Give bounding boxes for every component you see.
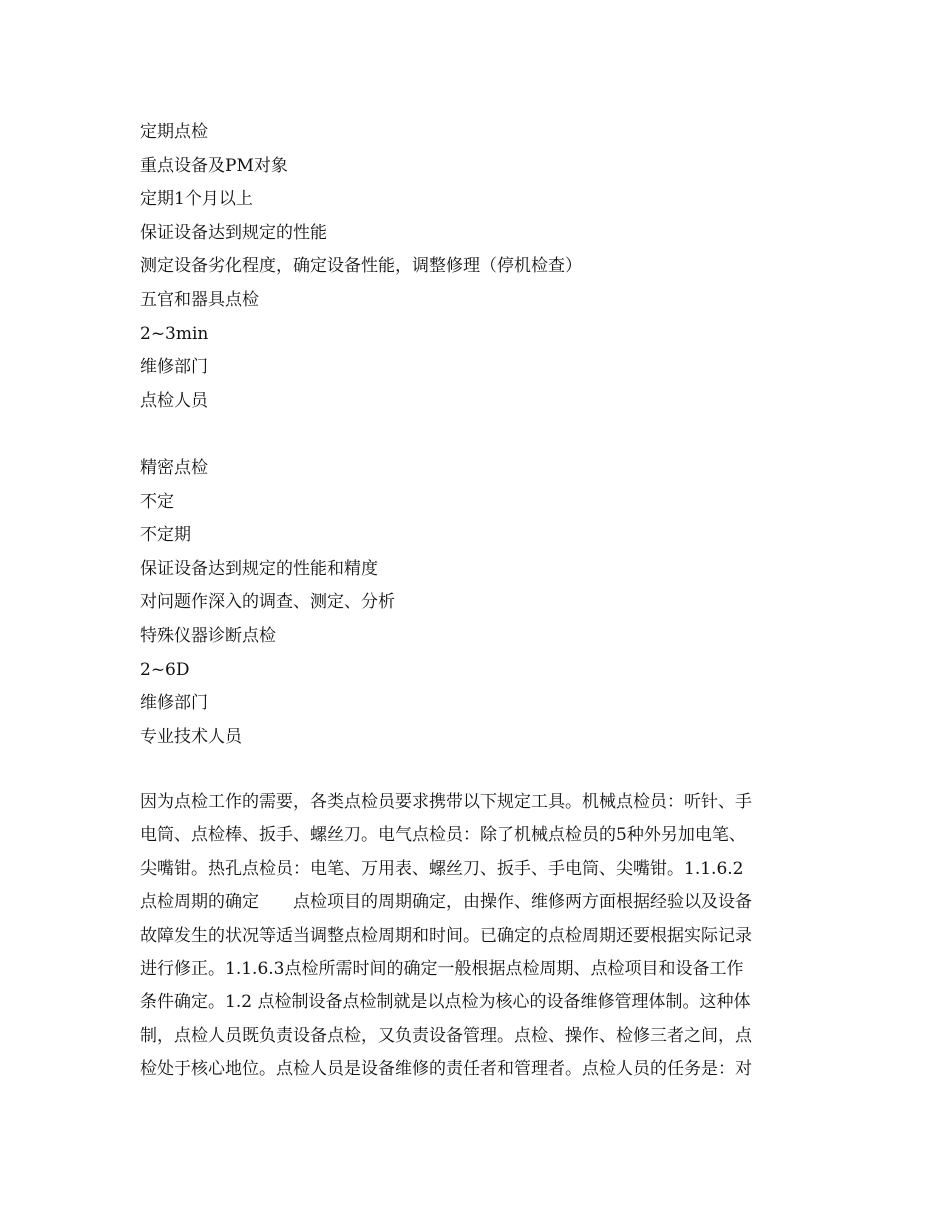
list-item: 定期1个月以上 [140, 189, 253, 210]
list-item: 不定期 [140, 525, 191, 546]
list-item: 对问题作深入的调查、测定、分析 [140, 592, 395, 613]
list-item: 测定设备劣化程度，确定设备性能，调整修理（停机检查） [140, 256, 582, 277]
list-item: 保证设备达到规定的性能 [140, 222, 327, 243]
list-item: 重点设备及PM对象 [140, 155, 288, 176]
list-item: 特殊仪器诊断点检 [140, 625, 276, 646]
list-item: 精密点检 [140, 458, 208, 478]
regular-inspection-list [140, 116, 820, 418]
paragraph-line: 因为点检工作的需要，各类点检员要求携带以下规定工具。机械点检员：听针、手 [140, 792, 752, 812]
body-paragraph [140, 786, 816, 1087]
list-item: 点检人员 [140, 390, 208, 411]
precision-inspection-list [140, 452, 820, 754]
list-item: 2~6D [140, 659, 190, 680]
paragraph-line: 点检周期的确定 点检项目的周期确定，由操作、维修两方面根据经验以及设备 [140, 892, 752, 913]
list-item: 专业技术人员 [140, 726, 242, 747]
list-item: 五官和器具点检 [140, 289, 259, 310]
list-item: 保证设备达到规定的性能和精度 [140, 558, 378, 579]
paragraph-line: 制，点检人员既负责设备点检，又负责设备管理。点检、操作、检修三者之间，点 [140, 1025, 752, 1046]
paragraph-line: 故障发生的状况等适当调整点检周期和时间。已确定的点检周期还要根据实际记录 [140, 925, 752, 946]
paragraph-line: 电筒、点检棒、扳手、螺丝刀。电气点检员：除了机械点检员的5种外另加电笔、 [140, 825, 746, 846]
paragraph-line: 条件确定。1.2 点检制设备点检制就是以点检为核心的设备维修管理体制。这种体 [140, 992, 751, 1013]
list-item: 不定 [140, 491, 174, 512]
paragraph-line: 检处于核心地位。点检人员是设备维修的责任者和管理者。点检人员的任务是：对 [140, 1059, 752, 1080]
list-item: 定期点检 [140, 122, 208, 142]
paragraph-line: 进行修正。1.1.6.3点检所需时间的确定一般根据点检周期、点检项目和设备工作 [140, 959, 744, 980]
paragraph-line: 尖嘴钳。热孔点检员：电笔、万用表、螺丝刀、扳手、手电筒、尖嘴钳。1.1.6.2 [140, 858, 744, 879]
list-item: 维修部门 [140, 357, 208, 378]
list-item: 2~3min [140, 323, 209, 344]
list-item: 维修部门 [140, 693, 208, 714]
